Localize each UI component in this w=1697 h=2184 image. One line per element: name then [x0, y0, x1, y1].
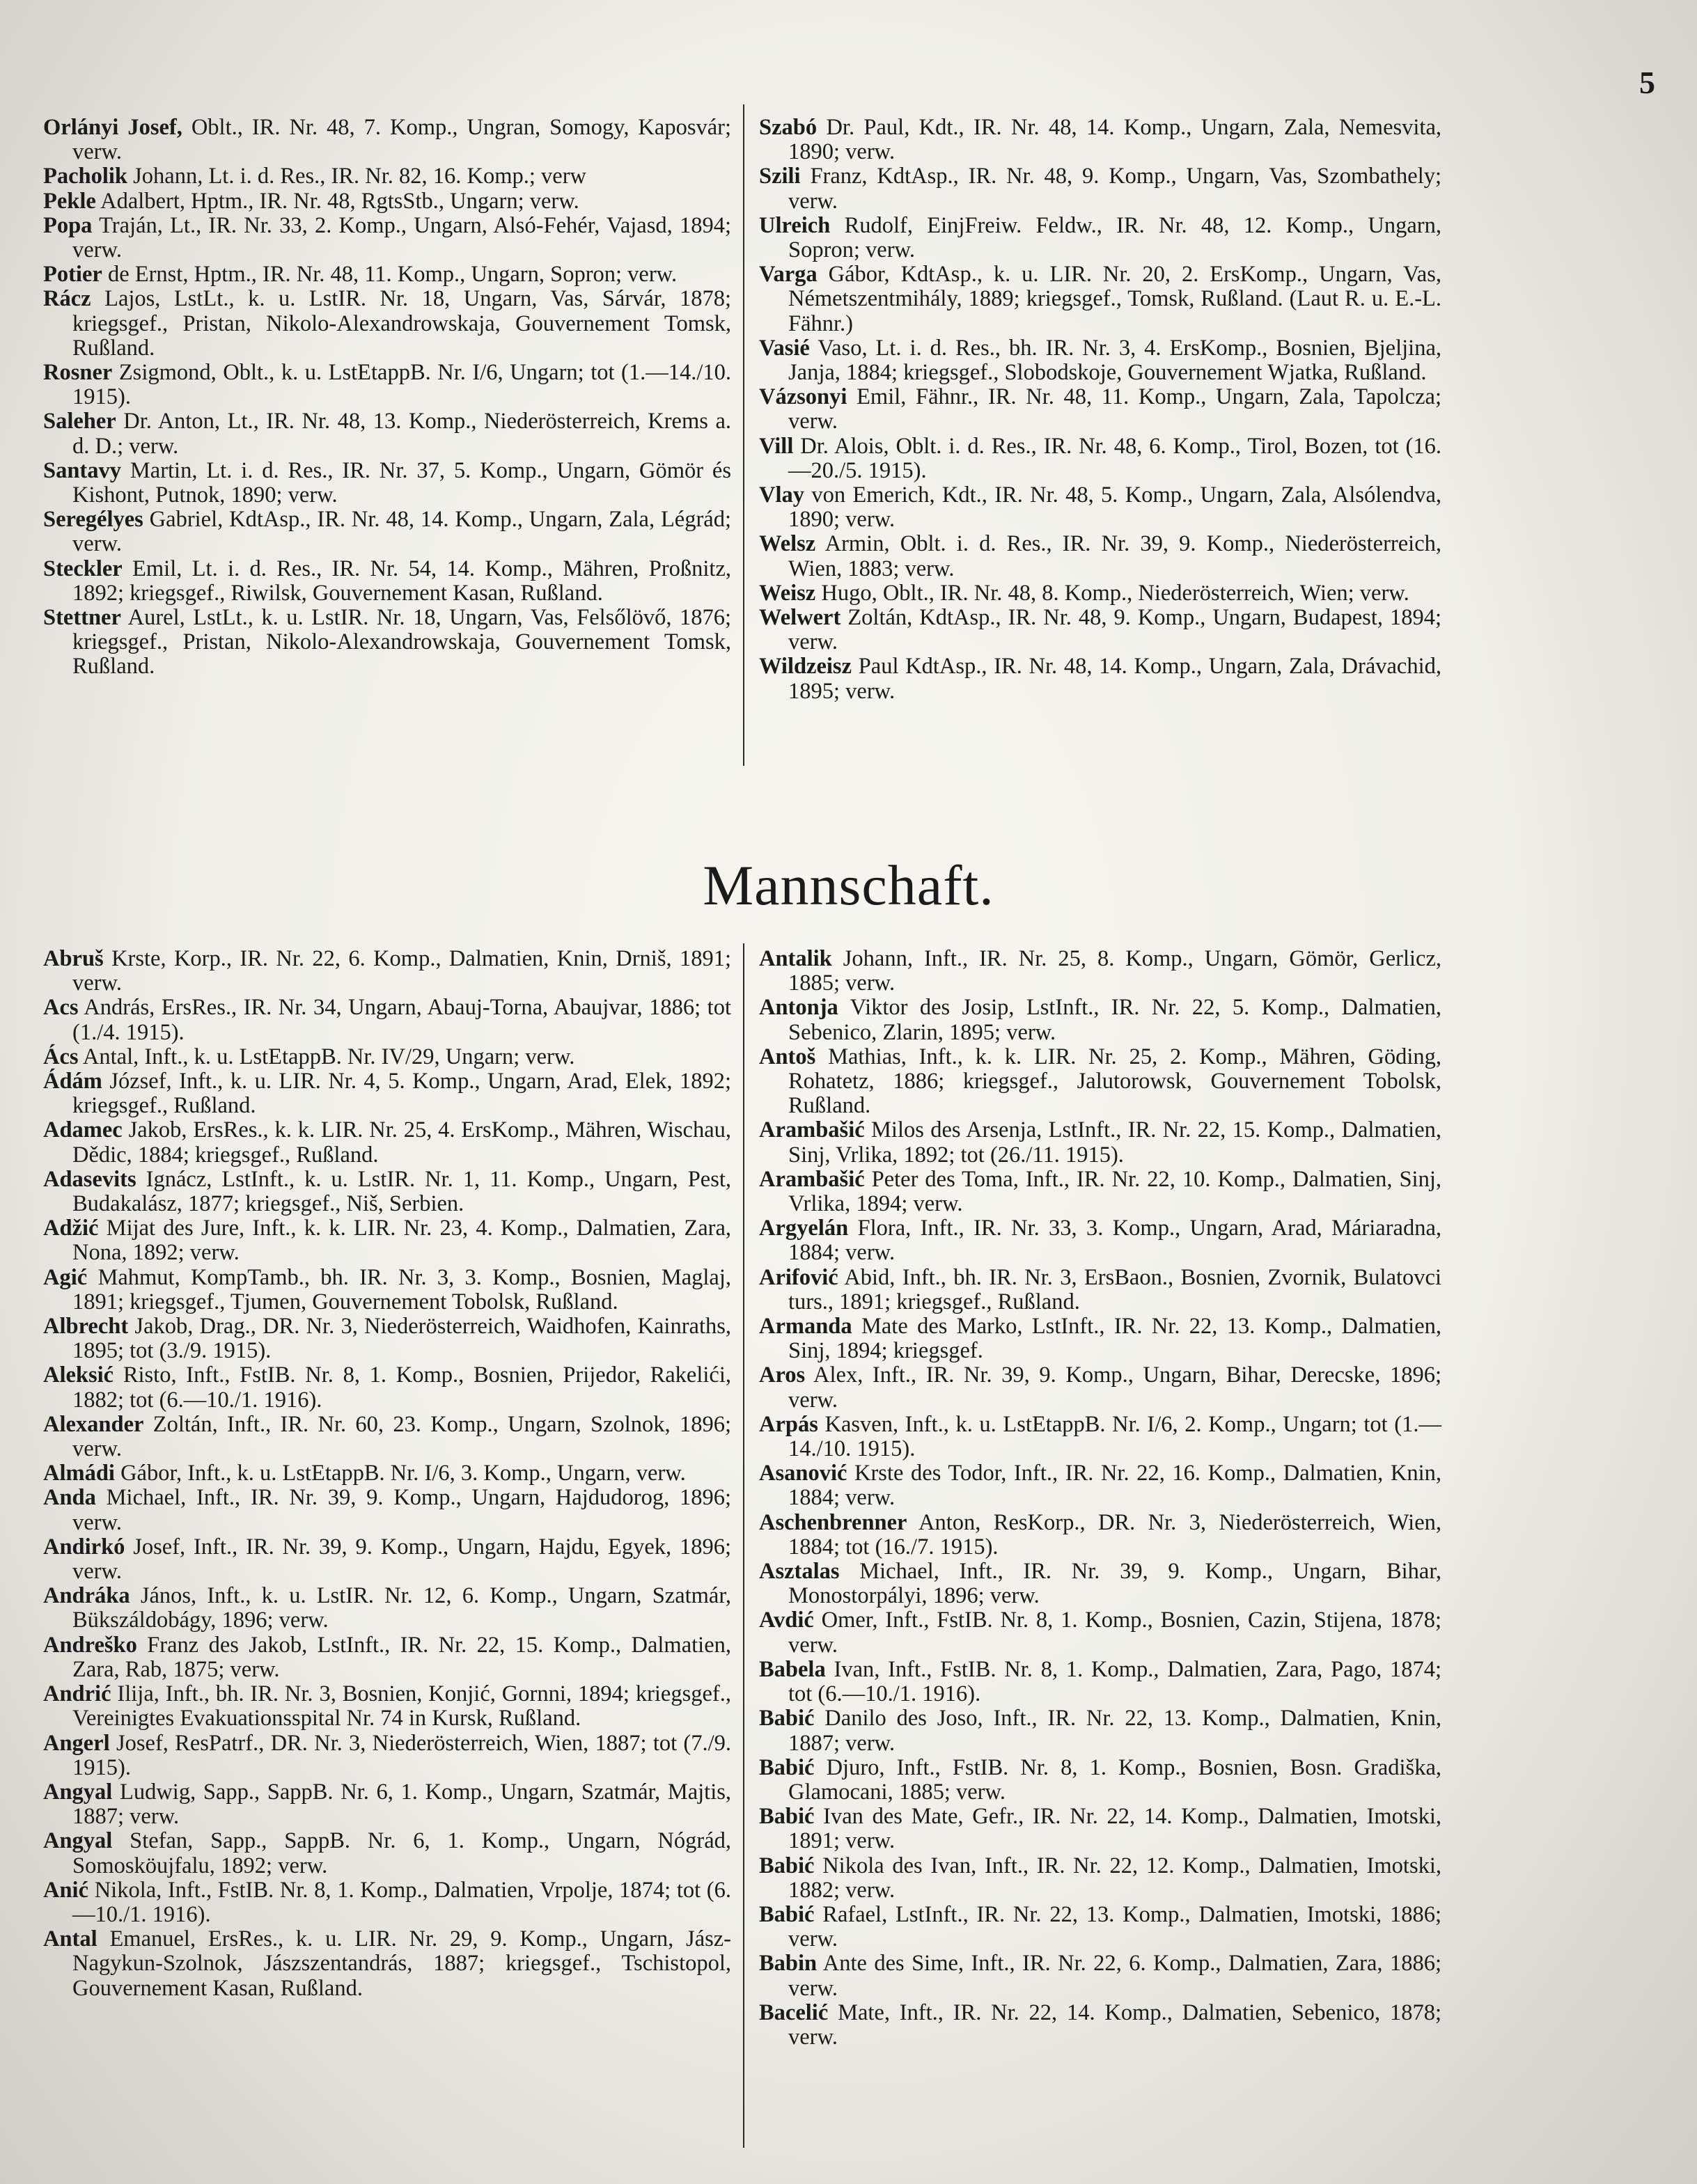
entry-surname: Adasevits: [43, 1166, 136, 1192]
entry-details: Dr. Anton, Lt., IR. Nr. 48, 13. Komp., Niederösterreich, Krems a. d. D.; verw.: [72, 409, 732, 459]
entry-surname: Ádám: [43, 1069, 102, 1094]
casualty-entry: [43, 1829, 731, 1878]
entry-details: Mate, Inft., IR. Nr. 22, 14. Komp., Dalmatien, Sebenico, 1878; verw.: [788, 2000, 1442, 2050]
entry-surname: Babić: [759, 1804, 815, 1830]
entry-details: Ante des Sime, Inft., IR. Nr. 22, 6. Komp., Dalmatien, Zara, 1886; verw.: [788, 1951, 1441, 2001]
casualty-entry: [759, 1951, 1441, 2000]
entry-details: Franz, KdtAsp., IR. Nr. 48, 9. Komp., Ungarn, Vas, Szombathely; verw.: [788, 164, 1442, 214]
entry-details: von Emerich, Kdt., IR. Nr. 48, 5. Komp., Ungarn, Zala, Alsólendva, 1890; verw.: [788, 482, 1442, 533]
entry-details: Martin, Lt. i. d. Res., IR. Nr. 37, 5. Komp., Ungarn, Gömör és Kishont, Putnok, 1890; verw.: [72, 457, 732, 508]
entry-surname: Orlányi Josef,: [43, 115, 182, 140]
entry-surname: Vasié: [759, 335, 810, 361]
entry-surname: Steckler: [43, 556, 123, 581]
casualty-entry: [43, 1878, 731, 1927]
entry-surname: Asztalas: [759, 1559, 840, 1585]
entry-details: Gabriel, KdtAsp., IR. Nr. 48, 14. Komp., Ungarn, Zala, Légrád; verw.: [72, 507, 731, 557]
casualty-entry: [43, 1069, 731, 1118]
casualty-entry: [759, 581, 1441, 606]
entry-details: Abid, Inft., bh. IR. Nr. 3, ErsBaon., Bosnien, Zvornik, Bulatovci turs., 1891; kriegsgef., Rußland.: [788, 1264, 1441, 1314]
entry-details: Emanuel, ErsRes., k. u. LIR. Nr. 29, 9. Komp., Ungarn, Jász-Nagykun-Szolnok, Jászszentandrás, 1887; kriegsgef., Tschistopol, Gouvernement Kasan, Rußland.: [72, 1926, 732, 2001]
entry-details: Traján, Lt., IR. Nr. 33, 2. Komp., Ungarn, Alsó-Fehér, Vajasd, 1894; verw.: [72, 212, 731, 263]
entry-surname: Babić: [759, 1754, 815, 1780]
entry-details: Vaso, Lt. i. d. Res., bh. IR. Nr. 3, 4. ErsKomp., Bosnien, Bjeljina, Janja, 1884; kriegsgef., Slobodskoje, Gouvernement Wjatka, Rußland.: [788, 335, 1441, 386]
entry-surname: Andirkó: [43, 1534, 125, 1560]
entry-details: Ivan, Inft., FstIB. Nr. 8, 1. Komp., Dalmatien, Zara, Pago, 1874; tot (6.—10./1. 1916).: [788, 1656, 1442, 1707]
enlisted-list-left: [43, 947, 731, 2001]
entry-surname: Anda: [43, 1485, 96, 1511]
entry-surname: Ulreich: [759, 212, 831, 238]
entry-surname: Babić: [759, 1901, 815, 1927]
entry-details: Zoltán, Inft., IR. Nr. 60, 23. Komp., Ungarn, Szolnok, 1896; verw.: [72, 1411, 732, 1462]
entry-surname: Andreško: [43, 1632, 137, 1658]
entry-surname: Potier: [43, 262, 102, 288]
entry-details: Emil, Fähnr., IR. Nr. 48, 11. Komp., Ungarn, Zala, Tapolcza; verw.: [788, 384, 1441, 434]
entry-details: Anton, ResKorp., DR. Nr. 3, Niederösterreich, Wien, 1884; tot (16./7. 1915).: [788, 1509, 1441, 1560]
entry-surname: Pacholik: [43, 164, 127, 189]
entry-surname: Babela: [759, 1656, 826, 1682]
casualty-entry: [43, 1168, 731, 1216]
casualty-entry: [759, 262, 1441, 336]
entry-details: Flora, Inft., IR. Nr. 33, 3. Komp., Ungarn, Arad, Máriaradna, 1884; verw.: [788, 1216, 1441, 1266]
entry-details: Stefan, Sapp., SappB. Nr. 6, 1. Komp., Ungarn, Nógrád, Somosköujfalu, 1892; verw.: [72, 1828, 731, 1878]
casualty-entry: [43, 1314, 731, 1363]
entry-surname: Adžić: [43, 1216, 99, 1241]
entry-surname: Babin: [759, 1951, 818, 1977]
entry-details: Oblt., IR. Nr. 48, 7. Komp., Ungran, Somogy, Kaposvár; verw.: [72, 115, 732, 165]
entry-surname: Antalik: [759, 946, 832, 971]
entry-surname: Arambašić: [759, 1166, 865, 1192]
entry-surname: Angyal: [43, 1828, 113, 1854]
casualty-entry: [43, 1682, 731, 1731]
casualty-entry: [759, 1413, 1441, 1461]
entry-details: Josef, ResPatrf., DR. Nr. 3, Niederösterreich, Wien, 1887; tot (7./9. 1915).: [72, 1730, 731, 1780]
entry-surname: Alexander: [43, 1411, 144, 1437]
entry-details: Josef, Inft., IR. Nr. 39, 9. Komp., Ungarn, Hajdu, Egyek, 1896; verw.: [72, 1534, 731, 1585]
entry-surname: Abruš: [43, 946, 104, 971]
casualty-entry: [43, 409, 731, 458]
entry-details: Kasven, Inft., k. u. LstEtappB. Nr. I/6, 2. Komp., Ungarn; tot (1.—14./10. 1915).: [788, 1411, 1442, 1462]
entry-surname: Arifović: [759, 1264, 838, 1290]
casualty-entry: [43, 1731, 731, 1780]
casualty-entry: [43, 606, 731, 679]
casualty-entry: [43, 189, 731, 214]
entry-surname: Welwert: [759, 605, 841, 631]
entry-surname: Arpás: [759, 1411, 818, 1437]
entry-details: Krste, Korp., IR. Nr. 22, 6. Komp., Dalmatien, Knin, Drniš, 1891; verw.: [72, 946, 732, 996]
entry-surname: Weisz: [759, 580, 816, 606]
entry-details: Jakob, Drag., DR. Nr. 3, Niederösterreich, Waidhofen, Kainraths, 1895; tot (3./9. 1915).: [72, 1314, 732, 1364]
entry-surname: Agić: [43, 1264, 88, 1290]
entry-details: Ilija, Inft., bh. IR. Nr. 3, Bosnien, Konjić, Gornni, 1894; kriegsgef., Vereinigtes Evakuationsspital Nr. 74 in Kursk, Rußland.: [72, 1681, 731, 1731]
entry-details: Johann, Inft., IR. Nr. 25, 8. Komp., Ungarn, Gömör, Gerlicz, 1885; verw.: [788, 946, 1442, 996]
entry-details: Ignácz, LstInft., k. u. LstIR. Nr. 1, 11. Komp., Ungarn, Pest, Budakalász, 1877; kriegsgef., Niš, Serbien.: [72, 1166, 732, 1217]
casualty-entry: [43, 1118, 731, 1167]
entry-details: Rudolf, EinjFreiw. Feldw., IR. Nr. 48, 12. Komp., Ungarn, Sopron; verw.: [788, 212, 1442, 263]
casualty-entry: [759, 1216, 1441, 1265]
entry-details: Alex, Inft., IR. Nr. 39, 9. Komp., Ungarn, Bihar, Derecske, 1896; verw.: [788, 1362, 1441, 1413]
entry-surname: Aleksić: [43, 1362, 114, 1388]
entry-surname: Aros: [759, 1362, 806, 1388]
casualty-entry: [759, 1168, 1441, 1216]
casualty-entry: [43, 262, 731, 287]
casualty-entry: [759, 1045, 1441, 1119]
entry-surname: Rácz: [43, 286, 91, 312]
casualty-entry: [43, 1413, 731, 1461]
entry-surname: Saleher: [43, 409, 116, 434]
casualty-entry: [759, 1314, 1441, 1363]
casualty-entry: [759, 1461, 1441, 1510]
entry-details: Djuro, Inft., FstIB. Nr. 8, 1. Komp., Bosnien, Bosn. Gradiška, Glamocani, 1885; verw.: [788, 1754, 1441, 1805]
entry-details: Johann, Lt. i. d. Res., IR. Nr. 82, 16. Komp.; verw: [133, 164, 586, 189]
officers-list-right: [759, 116, 1441, 704]
entry-details: Dr. Paul, Kdt., IR. Nr. 48, 14. Komp., Ungarn, Zala, Nemesvita, 1890; verw.: [788, 115, 1442, 165]
entry-details: Gábor, KdtAsp., k. u. LIR. Nr. 20, 2. ErsKomp., Ungarn, Vas, Németszentmihály, 1889; kriegsgef., Tomsk, Rußland. (Laut R. u. E.-L. Fähnr.): [788, 262, 1441, 336]
casualty-entry: [43, 361, 731, 409]
casualty-entry: [759, 1608, 1441, 1657]
entry-surname: Albrecht: [43, 1314, 129, 1340]
entry-details: Adalbert, Hptm., IR. Nr. 48, RgtsStb., Ungarn; verw.: [100, 188, 579, 214]
entry-details: Aurel, LstLt., k. u. LstIR. Nr. 18, Ungarn, Vas, Felsőlövő, 1876; kriegsgef., Pristan, Nikolo-Alexandrowskaja, Gouvernement Tomsk, Rußland.: [72, 605, 731, 679]
entry-surname: Anić: [43, 1877, 88, 1903]
entry-surname: Stettner: [43, 605, 121, 631]
casualty-entry: [759, 385, 1441, 434]
casualty-entry: [759, 214, 1441, 262]
casualty-entry: [759, 996, 1441, 1044]
entry-details: Omer, Inft., FstIB. Nr. 8, 1. Komp., Bosnien, Cazin, Stijena, 1878; verw.: [788, 1608, 1441, 1658]
casualty-entry: [759, 947, 1441, 996]
casualty-entry: [43, 1780, 731, 1829]
entry-surname: Szili: [759, 164, 801, 189]
entry-surname: Avdić: [759, 1608, 814, 1633]
entry-details: András, ErsRes., IR. Nr. 34, Ungarn, Abauj-Torna, Abaujvar, 1886; tot (1./4. 1915).: [72, 995, 731, 1045]
casualty-entry: [43, 214, 731, 262]
casualty-entry: [759, 1903, 1441, 1951]
entry-surname: Arambašić: [759, 1117, 865, 1143]
casualty-entry: [43, 1216, 731, 1265]
entry-details: Rafael, LstInft., IR. Nr. 22, 13. Komp., Dalmatien, Imotski, 1886; verw.: [788, 1901, 1441, 1952]
casualty-entry: [759, 606, 1441, 654]
entry-surname: Antonja: [759, 995, 838, 1021]
casualty-entry: [759, 164, 1441, 213]
casualty-entry: [759, 1266, 1441, 1314]
casualty-entry: [759, 1805, 1441, 1853]
casualty-entry: [43, 1927, 731, 2001]
entry-surname: Seregélyes: [43, 507, 143, 533]
entry-surname: Asanović: [759, 1461, 847, 1486]
casualty-entry: [759, 1560, 1441, 1608]
casualty-entry: [759, 336, 1441, 385]
casualty-entry: [759, 1363, 1441, 1412]
casualty-entry: [759, 1658, 1441, 1706]
entry-surname: Vlay: [759, 482, 804, 508]
entry-surname: Vill: [759, 433, 794, 459]
entry-details: Nikola, Inft., FstIB. Nr. 8, 1. Komp., Dalmatien, Vrpolje, 1874; tot (6.—10./1. 1916).: [72, 1877, 732, 1927]
casualty-entry: [759, 116, 1441, 164]
casualty-entry: [759, 654, 1441, 703]
entry-details: Michael, Inft., IR. Nr. 39, 9. Komp., Ungarn, Bihar, Monostorpályi, 1896; verw.: [788, 1559, 1442, 1609]
casualty-entry: [43, 557, 731, 606]
casualty-entry: [759, 1854, 1441, 1903]
entry-surname: Ács: [43, 1044, 79, 1069]
entry-surname: Andrić: [43, 1681, 111, 1707]
entry-details: Peter des Toma, Inft., IR. Nr. 22, 10. Komp., Dalmatien, Sinj, Vrlika, 1894; verw.: [788, 1166, 1441, 1217]
entry-surname: Varga: [759, 262, 818, 288]
entry-surname: Almádi: [43, 1461, 115, 1486]
entry-details: Paul KdtAsp., IR. Nr. 48, 14. Komp., Ungarn, Zala, Drávachid, 1895; verw.: [788, 654, 1442, 704]
casualty-entry: [43, 1045, 731, 1069]
entry-details: Mathias, Inft., k. k. LIR. Nr. 25, 2. Komp., Mähren, Göding, Rohatetz, 1886; kriegsgef., Jalutorowsk, Gouvernement Tobolsk, Rußland.: [788, 1044, 1441, 1119]
entry-details: Dr. Alois, Oblt. i. d. Res., IR. Nr. 48, 6. Komp., Tirol, Bozen, tot (16.—20./5. 1915).: [788, 433, 1442, 483]
entry-details: Ludwig, Sapp., SappB. Nr. 6, 1. Komp., Ungarn, Szatmár, Majtis, 1887; verw.: [72, 1779, 732, 1830]
entry-surname: Angerl: [43, 1730, 110, 1756]
column-divider-top: [743, 104, 744, 766]
entry-surname: Acs: [43, 995, 79, 1021]
casualty-entry: [43, 164, 731, 189]
entry-details: Hugo, Oblt., IR. Nr. 48, 8. Komp., Niederösterreich, Wien; verw.: [821, 580, 1409, 606]
entry-details: Zoltán, KdtAsp., IR. Nr. 48, 9. Komp., Ungarn, Budapest, 1894; verw.: [788, 605, 1441, 655]
entry-surname: Vázsonyi: [759, 384, 847, 410]
entry-details: Mate des Marko, LstInft., IR. Nr. 22, 13. Komp., Dalmatien, Sinj, 1894; kriegsgef.: [788, 1314, 1441, 1364]
casualty-entry: [759, 434, 1441, 483]
section-title: Mannschaft.: [703, 854, 994, 917]
entry-surname: Wildzeisz: [759, 654, 852, 679]
casualty-entry: [43, 1363, 731, 1412]
entry-surname: Popa: [43, 212, 93, 238]
entry-details: Lajos, LstLt., k. u. LstIR. Nr. 18, Ungarn, Vas, Sárvár, 1878; kriegsgef., Pristan, Nikolo-Alexandrowskaja, Gouvernement Tomsk, Rußland.: [72, 286, 731, 361]
entry-surname: Santavy: [43, 457, 121, 483]
page-number: 5: [1639, 65, 1655, 100]
casualty-entry: [43, 508, 731, 556]
casualty-entry: [43, 1584, 731, 1633]
entry-details: János, Inft., k. u. LstIR. Nr. 12, 6. Komp., Ungarn, Szatmár, Bükszáldobágy, 1896; verw.: [72, 1583, 732, 1633]
entry-details: Ivan des Mate, Gefr., IR. Nr. 22, 14. Komp., Dalmatien, Imotski, 1891; verw.: [788, 1804, 1441, 1854]
entry-details: de Ernst, Hptm., IR. Nr. 48, 11. Komp., Ungarn, Sopron; verw.: [107, 262, 678, 288]
entry-surname: Bacelić: [759, 2000, 829, 2025]
casualty-entry: [759, 1511, 1441, 1560]
entry-surname: Andráka: [43, 1583, 130, 1609]
casualty-entry: [759, 2001, 1441, 2050]
entry-details: Antal, Inft., k. u. LstEtappB. Nr. IV/29, Ungarn; verw.: [82, 1044, 575, 1069]
entry-details: Milos des Arsenja, LstInft., IR. Nr. 22, 15. Komp., Dalmatien, Sinj, Vrlika, 1892; tot (26./11. 1915).: [788, 1117, 1441, 1168]
column-divider-bottom: [743, 943, 744, 2148]
casualty-entry: [759, 1118, 1441, 1167]
entry-details: Gábor, Inft., k. u. LstEtappB. Nr. I/6, 3. Komp., Ungarn, verw.: [120, 1461, 686, 1486]
entry-surname: Babić: [759, 1853, 815, 1878]
entry-surname: Aschenbrenner: [759, 1509, 907, 1535]
entry-surname: Angyal: [43, 1779, 113, 1805]
entry-surname: Antal: [43, 1926, 97, 1952]
casualty-entry: [43, 116, 731, 164]
casualty-entry: [43, 996, 731, 1044]
entry-surname: Armanda: [759, 1314, 852, 1340]
entry-details: Risto, Inft., FstIB. Nr. 8, 1. Komp., Bosnien, Prijedor, Rakelići, 1882; tot (6.—10./1. 1916).: [72, 1362, 731, 1413]
entry-surname: Antoš: [759, 1044, 816, 1069]
entry-surname: Welsz: [759, 531, 816, 557]
casualty-entry: [759, 1706, 1441, 1755]
entry-surname: Szabó: [759, 115, 818, 140]
entry-details: Zsigmond, Oblt., k. u. LstEtappB. Nr. I/6, Ungarn; tot (1.—14./10. 1915).: [72, 360, 731, 410]
casualty-entry: [43, 1266, 731, 1314]
entry-surname: Adamec: [43, 1117, 123, 1143]
entry-details: Emil, Lt. i. d. Res., IR. Nr. 54, 14. Komp., Mähren, Proßnitz, 1892; kriegsgef., Riwilsk, Gouvernement Kasan, Rußland.: [72, 556, 732, 606]
casualty-entry: [759, 532, 1441, 581]
casualty-entry: [759, 483, 1441, 532]
entry-details: Viktor des Josip, LstInft., IR. Nr. 22, 5. Komp., Dalmatien, Sebenico, Zlarin, 1895; verw.: [788, 995, 1441, 1045]
entry-details: Danilo des Joso, Inft., IR. Nr. 22, 13. Komp., Dalmatien, Knin, 1887; verw.: [788, 1706, 1441, 1756]
entry-details: Armin, Oblt. i. d. Res., IR. Nr. 39, 9. Komp., Niederösterreich, Wien, 1883; verw.: [788, 531, 1441, 581]
entry-details: Krste des Todor, Inft., IR. Nr. 22, 16. Komp., Dalmatien, Knin, 1884; verw.: [788, 1461, 1441, 1511]
casualty-entry: [43, 947, 731, 996]
entry-surname: Rosner: [43, 360, 113, 386]
casualty-entry: [759, 1756, 1441, 1805]
casualty-entry: [43, 1486, 731, 1534]
officers-list-left: [43, 116, 731, 679]
entry-details: Franz des Jakob, LstInft., IR. Nr. 22, 15. Komp., Dalmatien, Zara, Rab, 1875; verw.: [72, 1632, 732, 1682]
entry-details: Nikola des Ivan, Inft., IR. Nr. 22, 12. Komp., Dalmatien, Imotski, 1882; verw.: [788, 1853, 1442, 1903]
entry-surname: Babić: [759, 1706, 815, 1731]
entry-details: Michael, Inft., IR. Nr. 39, 9. Komp., Ungarn, Hajdudorog, 1896; verw.: [72, 1485, 732, 1535]
casualty-entry: [43, 287, 731, 361]
entry-details: József, Inft., k. u. LIR. Nr. 4, 5. Komp., Ungarn, Arad, Elek, 1892; kriegsgef., Rußland.: [72, 1069, 731, 1119]
entry-details: Mahmut, KompTamb., bh. IR. Nr. 3, 3. Komp., Bosnien, Maglaj, 1891; kriegsgef., Tjumen, Gouvernement Tobolsk, Rußland.: [72, 1264, 732, 1314]
entry-surname: Argyelán: [759, 1216, 849, 1241]
entry-surname: Pekle: [43, 188, 96, 214]
casualty-entry: [43, 459, 731, 508]
entry-details: Jakob, ErsRes., k. k. LIR. Nr. 25, 4. ErsKomp., Mähren, Wischau, Dědic, 1884; kriegsgef., Rußland.: [72, 1117, 731, 1168]
enlisted-list-right: [759, 947, 1441, 2050]
casualty-entry: [43, 1633, 731, 1682]
casualty-entry: [43, 1535, 731, 1584]
casualty-entry: [43, 1461, 731, 1486]
entry-details: Mijat des Jure, Inft., k. k. LIR. Nr. 23, 4. Komp., Dalmatien, Zara, Nona, 1892; verw.: [72, 1216, 732, 1266]
